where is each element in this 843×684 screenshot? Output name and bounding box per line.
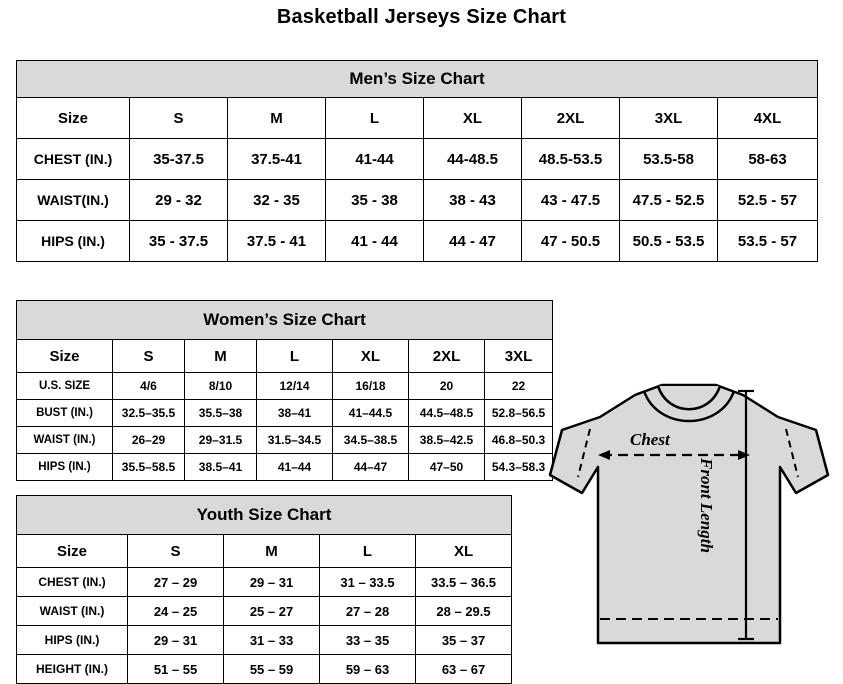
womens-cell: 38–41 bbox=[257, 400, 333, 427]
womens-column-header: 2XL bbox=[409, 340, 485, 373]
mens-cell: 35 - 37.5 bbox=[130, 221, 228, 262]
mens-cell: 38 - 43 bbox=[424, 180, 522, 221]
womens-cell: 16/18 bbox=[333, 373, 409, 400]
youth-column-header: L bbox=[320, 535, 416, 568]
womens-row-label: WAIST (IN.) bbox=[17, 427, 113, 454]
page-title: Basketball Jerseys Size Chart bbox=[276, 6, 567, 28]
youth-row-label: CHEST (IN.) bbox=[17, 568, 128, 597]
mens-cell: 53.5 - 57 bbox=[718, 221, 818, 262]
table-row bbox=[17, 180, 818, 221]
mens-cell: 41-44 bbox=[326, 139, 424, 180]
womens-size-chart-table bbox=[16, 300, 553, 481]
youth-cell: 25 – 27 bbox=[224, 597, 320, 626]
mens-cell: 32 - 35 bbox=[228, 180, 326, 221]
womens-cell: 35.5–58.5 bbox=[113, 454, 185, 481]
mens-column-header: M bbox=[228, 98, 326, 139]
youth-header-row bbox=[17, 535, 512, 568]
youth-row-label: WAIST (IN.) bbox=[17, 597, 128, 626]
womens-row-label: U.S. SIZE bbox=[17, 373, 113, 400]
youth-row-label: HIPS (IN.) bbox=[17, 626, 128, 655]
mens-cell: 52.5 - 57 bbox=[718, 180, 818, 221]
womens-cell: 52.8–56.5 bbox=[485, 400, 553, 427]
womens-column-header: XL bbox=[333, 340, 409, 373]
mens-column-header: L bbox=[326, 98, 424, 139]
table-row bbox=[17, 568, 512, 597]
womens-cell: 46.8–50.3 bbox=[485, 427, 553, 454]
youth-size-chart-table bbox=[16, 495, 512, 684]
youth-caption-row bbox=[17, 496, 512, 535]
youth-cell: 24 – 25 bbox=[128, 597, 224, 626]
womens-column-header: L bbox=[257, 340, 333, 373]
mens-cell: 41 - 44 bbox=[326, 221, 424, 262]
womens-cell: 38.5–41 bbox=[185, 454, 257, 481]
womens-cell: 54.3–58.3 bbox=[485, 454, 553, 481]
youth-cell: 28 – 29.5 bbox=[416, 597, 512, 626]
mens-header-row bbox=[17, 98, 818, 139]
table-row bbox=[17, 427, 553, 454]
womens-column-header: M bbox=[185, 340, 257, 373]
youth-cell: 31 – 33.5 bbox=[320, 568, 416, 597]
chest-measure-label: Chest bbox=[630, 430, 670, 449]
womens-header-row bbox=[17, 340, 553, 373]
mens-column-header: Size bbox=[17, 98, 130, 139]
mens-column-header: 4XL bbox=[718, 98, 818, 139]
youth-cell: 55 – 59 bbox=[224, 655, 320, 684]
youth-column-header: XL bbox=[416, 535, 512, 568]
mens-column-header: XL bbox=[424, 98, 522, 139]
womens-column-header: 3XL bbox=[485, 340, 553, 373]
table-row bbox=[17, 139, 818, 180]
womens-caption-row bbox=[17, 301, 553, 340]
womens-cell: 32.5–35.5 bbox=[113, 400, 185, 427]
mens-column-header: 2XL bbox=[522, 98, 620, 139]
womens-cell: 26–29 bbox=[113, 427, 185, 454]
front-length-measure-label: Front Length bbox=[697, 458, 716, 553]
womens-cell: 31.5–34.5 bbox=[257, 427, 333, 454]
womens-cell: 41–44 bbox=[257, 454, 333, 481]
mens-cell: 53.5-58 bbox=[620, 139, 718, 180]
youth-cell: 31 – 33 bbox=[224, 626, 320, 655]
womens-cell: 22 bbox=[485, 373, 553, 400]
mens-caption: Men’s Size Chart bbox=[17, 61, 818, 98]
table-row bbox=[17, 400, 553, 427]
womens-row-label: HIPS (IN.) bbox=[17, 454, 113, 481]
youth-cell: 27 – 28 bbox=[320, 597, 416, 626]
youth-cell: 59 – 63 bbox=[320, 655, 416, 684]
womens-cell: 44–47 bbox=[333, 454, 409, 481]
youth-cell: 29 – 31 bbox=[128, 626, 224, 655]
mens-cell: 47.5 - 52.5 bbox=[620, 180, 718, 221]
youth-column-header: S bbox=[128, 535, 224, 568]
youth-row-label: HEIGHT (IN.) bbox=[17, 655, 128, 684]
womens-cell: 35.5–38 bbox=[185, 400, 257, 427]
youth-cell: 33.5 – 36.5 bbox=[416, 568, 512, 597]
youth-cell: 29 – 31 bbox=[224, 568, 320, 597]
womens-caption: Women’s Size Chart bbox=[17, 301, 553, 340]
womens-cell: 34.5–38.5 bbox=[333, 427, 409, 454]
mens-cell: 37.5 - 41 bbox=[228, 221, 326, 262]
womens-cell: 8/10 bbox=[185, 373, 257, 400]
womens-column-header: Size bbox=[17, 340, 113, 373]
mens-cell: 44 - 47 bbox=[424, 221, 522, 262]
mens-cell: 35 - 38 bbox=[326, 180, 424, 221]
table-row bbox=[17, 655, 512, 684]
table-row bbox=[17, 373, 553, 400]
table-row bbox=[17, 597, 512, 626]
womens-cell: 41–44.5 bbox=[333, 400, 409, 427]
youth-caption: Youth Size Chart bbox=[17, 496, 512, 535]
mens-row-label: WAIST(IN.) bbox=[17, 180, 130, 221]
mens-column-header: S bbox=[130, 98, 228, 139]
youth-cell: 33 – 35 bbox=[320, 626, 416, 655]
mens-cell: 58-63 bbox=[718, 139, 818, 180]
womens-cell: 47–50 bbox=[409, 454, 485, 481]
youth-cell: 27 – 29 bbox=[128, 568, 224, 597]
mens-cell: 44-48.5 bbox=[424, 139, 522, 180]
womens-cell: 4/6 bbox=[113, 373, 185, 400]
womens-cell: 29–31.5 bbox=[185, 427, 257, 454]
youth-cell: 63 – 67 bbox=[416, 655, 512, 684]
mens-cell: 43 - 47.5 bbox=[522, 180, 620, 221]
womens-cell: 12/14 bbox=[257, 373, 333, 400]
womens-cell: 44.5–48.5 bbox=[409, 400, 485, 427]
tshirt-icon bbox=[540, 355, 835, 675]
womens-cell: 38.5–42.5 bbox=[409, 427, 485, 454]
table-row bbox=[17, 454, 553, 481]
youth-column-header: Size bbox=[17, 535, 128, 568]
mens-cell: 48.5-53.5 bbox=[522, 139, 620, 180]
mens-row-label: HIPS (IN.) bbox=[17, 221, 130, 262]
womens-row-label: BUST (IN.) bbox=[17, 400, 113, 427]
youth-cell: 35 – 37 bbox=[416, 626, 512, 655]
mens-row-label: CHEST (IN.) bbox=[17, 139, 130, 180]
mens-cell: 35-37.5 bbox=[130, 139, 228, 180]
mens-size-chart-table bbox=[16, 60, 818, 262]
youth-column-header: M bbox=[224, 535, 320, 568]
mens-cell: 37.5-41 bbox=[228, 139, 326, 180]
mens-caption-row bbox=[17, 61, 818, 98]
womens-column-header: S bbox=[113, 340, 185, 373]
womens-cell: 20 bbox=[409, 373, 485, 400]
mens-cell: 29 - 32 bbox=[130, 180, 228, 221]
youth-cell: 51 – 55 bbox=[128, 655, 224, 684]
mens-cell: 47 - 50.5 bbox=[522, 221, 620, 262]
table-row bbox=[17, 626, 512, 655]
mens-cell: 50.5 - 53.5 bbox=[620, 221, 718, 262]
table-row bbox=[17, 221, 818, 262]
mens-column-header: 3XL bbox=[620, 98, 718, 139]
